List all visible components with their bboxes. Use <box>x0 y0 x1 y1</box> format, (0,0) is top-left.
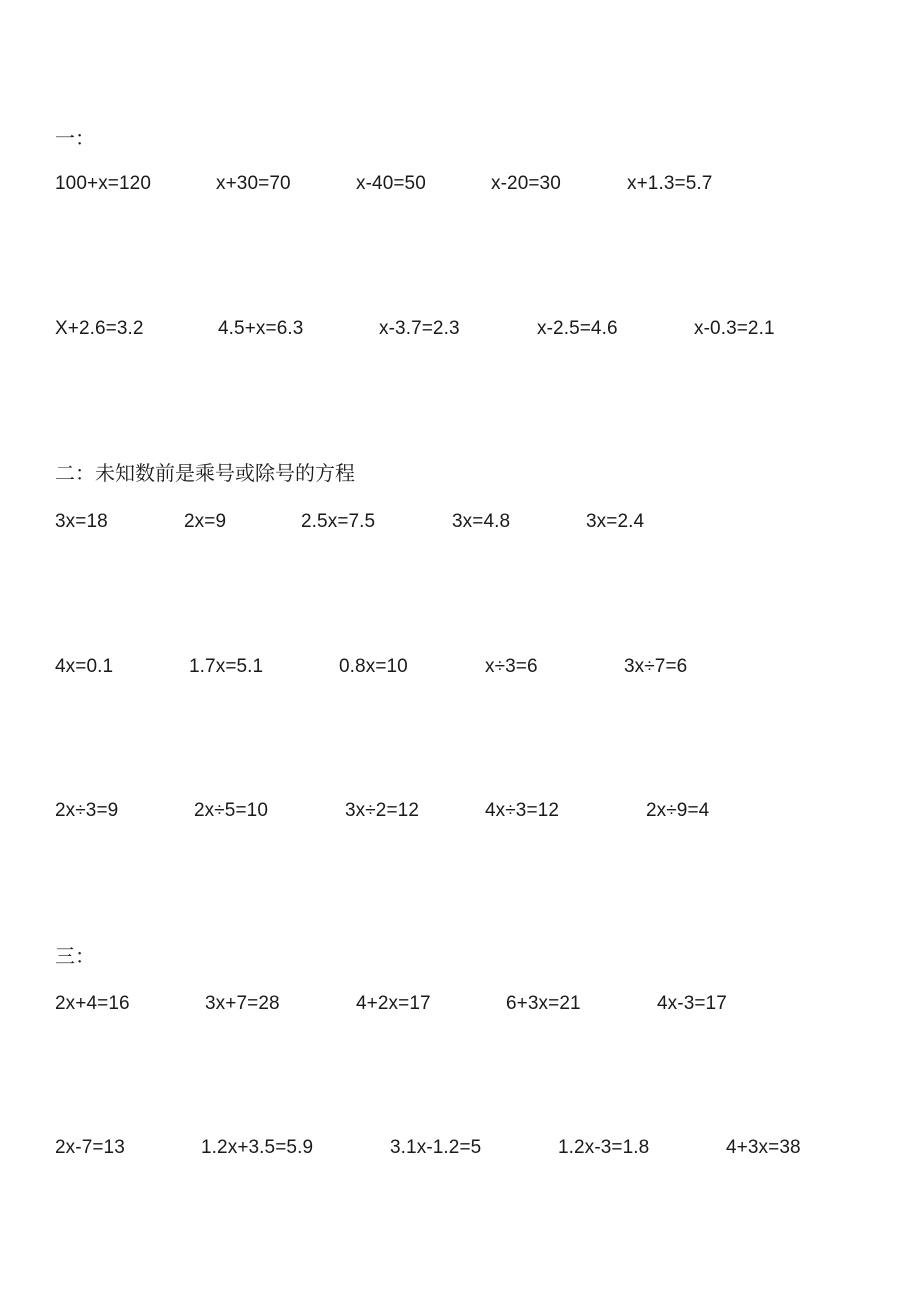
equation: 6+3x=21 <box>506 993 581 1014</box>
equation: 3x÷2=12 <box>345 800 419 821</box>
equation: 2x=9 <box>184 511 227 532</box>
equation: 3.1x-1.2=5 <box>390 1137 482 1158</box>
equation: x÷3=6 <box>485 656 538 677</box>
equation: 2.5x=7.5 <box>301 511 376 532</box>
equation-row <box>0 991 920 1017</box>
equation: 1.2x-3=1.8 <box>558 1137 650 1158</box>
equation: x+1.3=5.7 <box>627 173 713 194</box>
equation: x-3.7=2.3 <box>379 318 460 339</box>
equation-row <box>0 316 920 342</box>
equation: 2x÷9=4 <box>646 800 710 821</box>
equation: 1.7x=5.1 <box>189 656 264 677</box>
equation: x+30=70 <box>216 173 291 194</box>
equation: 4.5+x=6.3 <box>218 318 304 339</box>
equation: 100+x=120 <box>55 173 151 194</box>
equation: x-40=50 <box>356 173 426 194</box>
equation: 4x=0.1 <box>55 656 114 677</box>
equation: 2x÷5=10 <box>194 800 268 821</box>
equation: 3x÷7=6 <box>624 656 688 677</box>
equation: 4x-3=17 <box>657 993 727 1014</box>
section-1-heading: 一： <box>55 126 95 150</box>
equation: x-2.5=4.6 <box>537 318 618 339</box>
equation: 3x=2.4 <box>586 511 645 532</box>
equation-row <box>0 654 920 680</box>
equation: 3x=18 <box>55 511 108 532</box>
equation: 1.2x+3.5=5.9 <box>201 1137 314 1158</box>
equation-row <box>0 1135 920 1161</box>
section-2-heading: 二：未知数前是乘号或除号的方程 <box>55 461 355 485</box>
equation: 4+3x=38 <box>726 1137 801 1158</box>
equation: 0.8x=10 <box>339 656 408 677</box>
equation: 2x+4=16 <box>55 993 130 1014</box>
equation: X+2.6=3.2 <box>55 318 144 339</box>
equation-row <box>0 171 920 197</box>
equation: 3x=4.8 <box>452 511 511 532</box>
equation: x-20=30 <box>491 173 561 194</box>
equation: 2x-7=13 <box>55 1137 125 1158</box>
equation-row <box>0 509 920 535</box>
section-3-heading: 三： <box>55 944 95 968</box>
equation: 4x÷3=12 <box>485 800 559 821</box>
equation: x-0.3=2.1 <box>694 318 775 339</box>
equation: 4+2x=17 <box>356 993 431 1014</box>
equation: 3x+7=28 <box>205 993 280 1014</box>
equation-row <box>0 798 920 824</box>
equation: 2x÷3=9 <box>55 800 119 821</box>
